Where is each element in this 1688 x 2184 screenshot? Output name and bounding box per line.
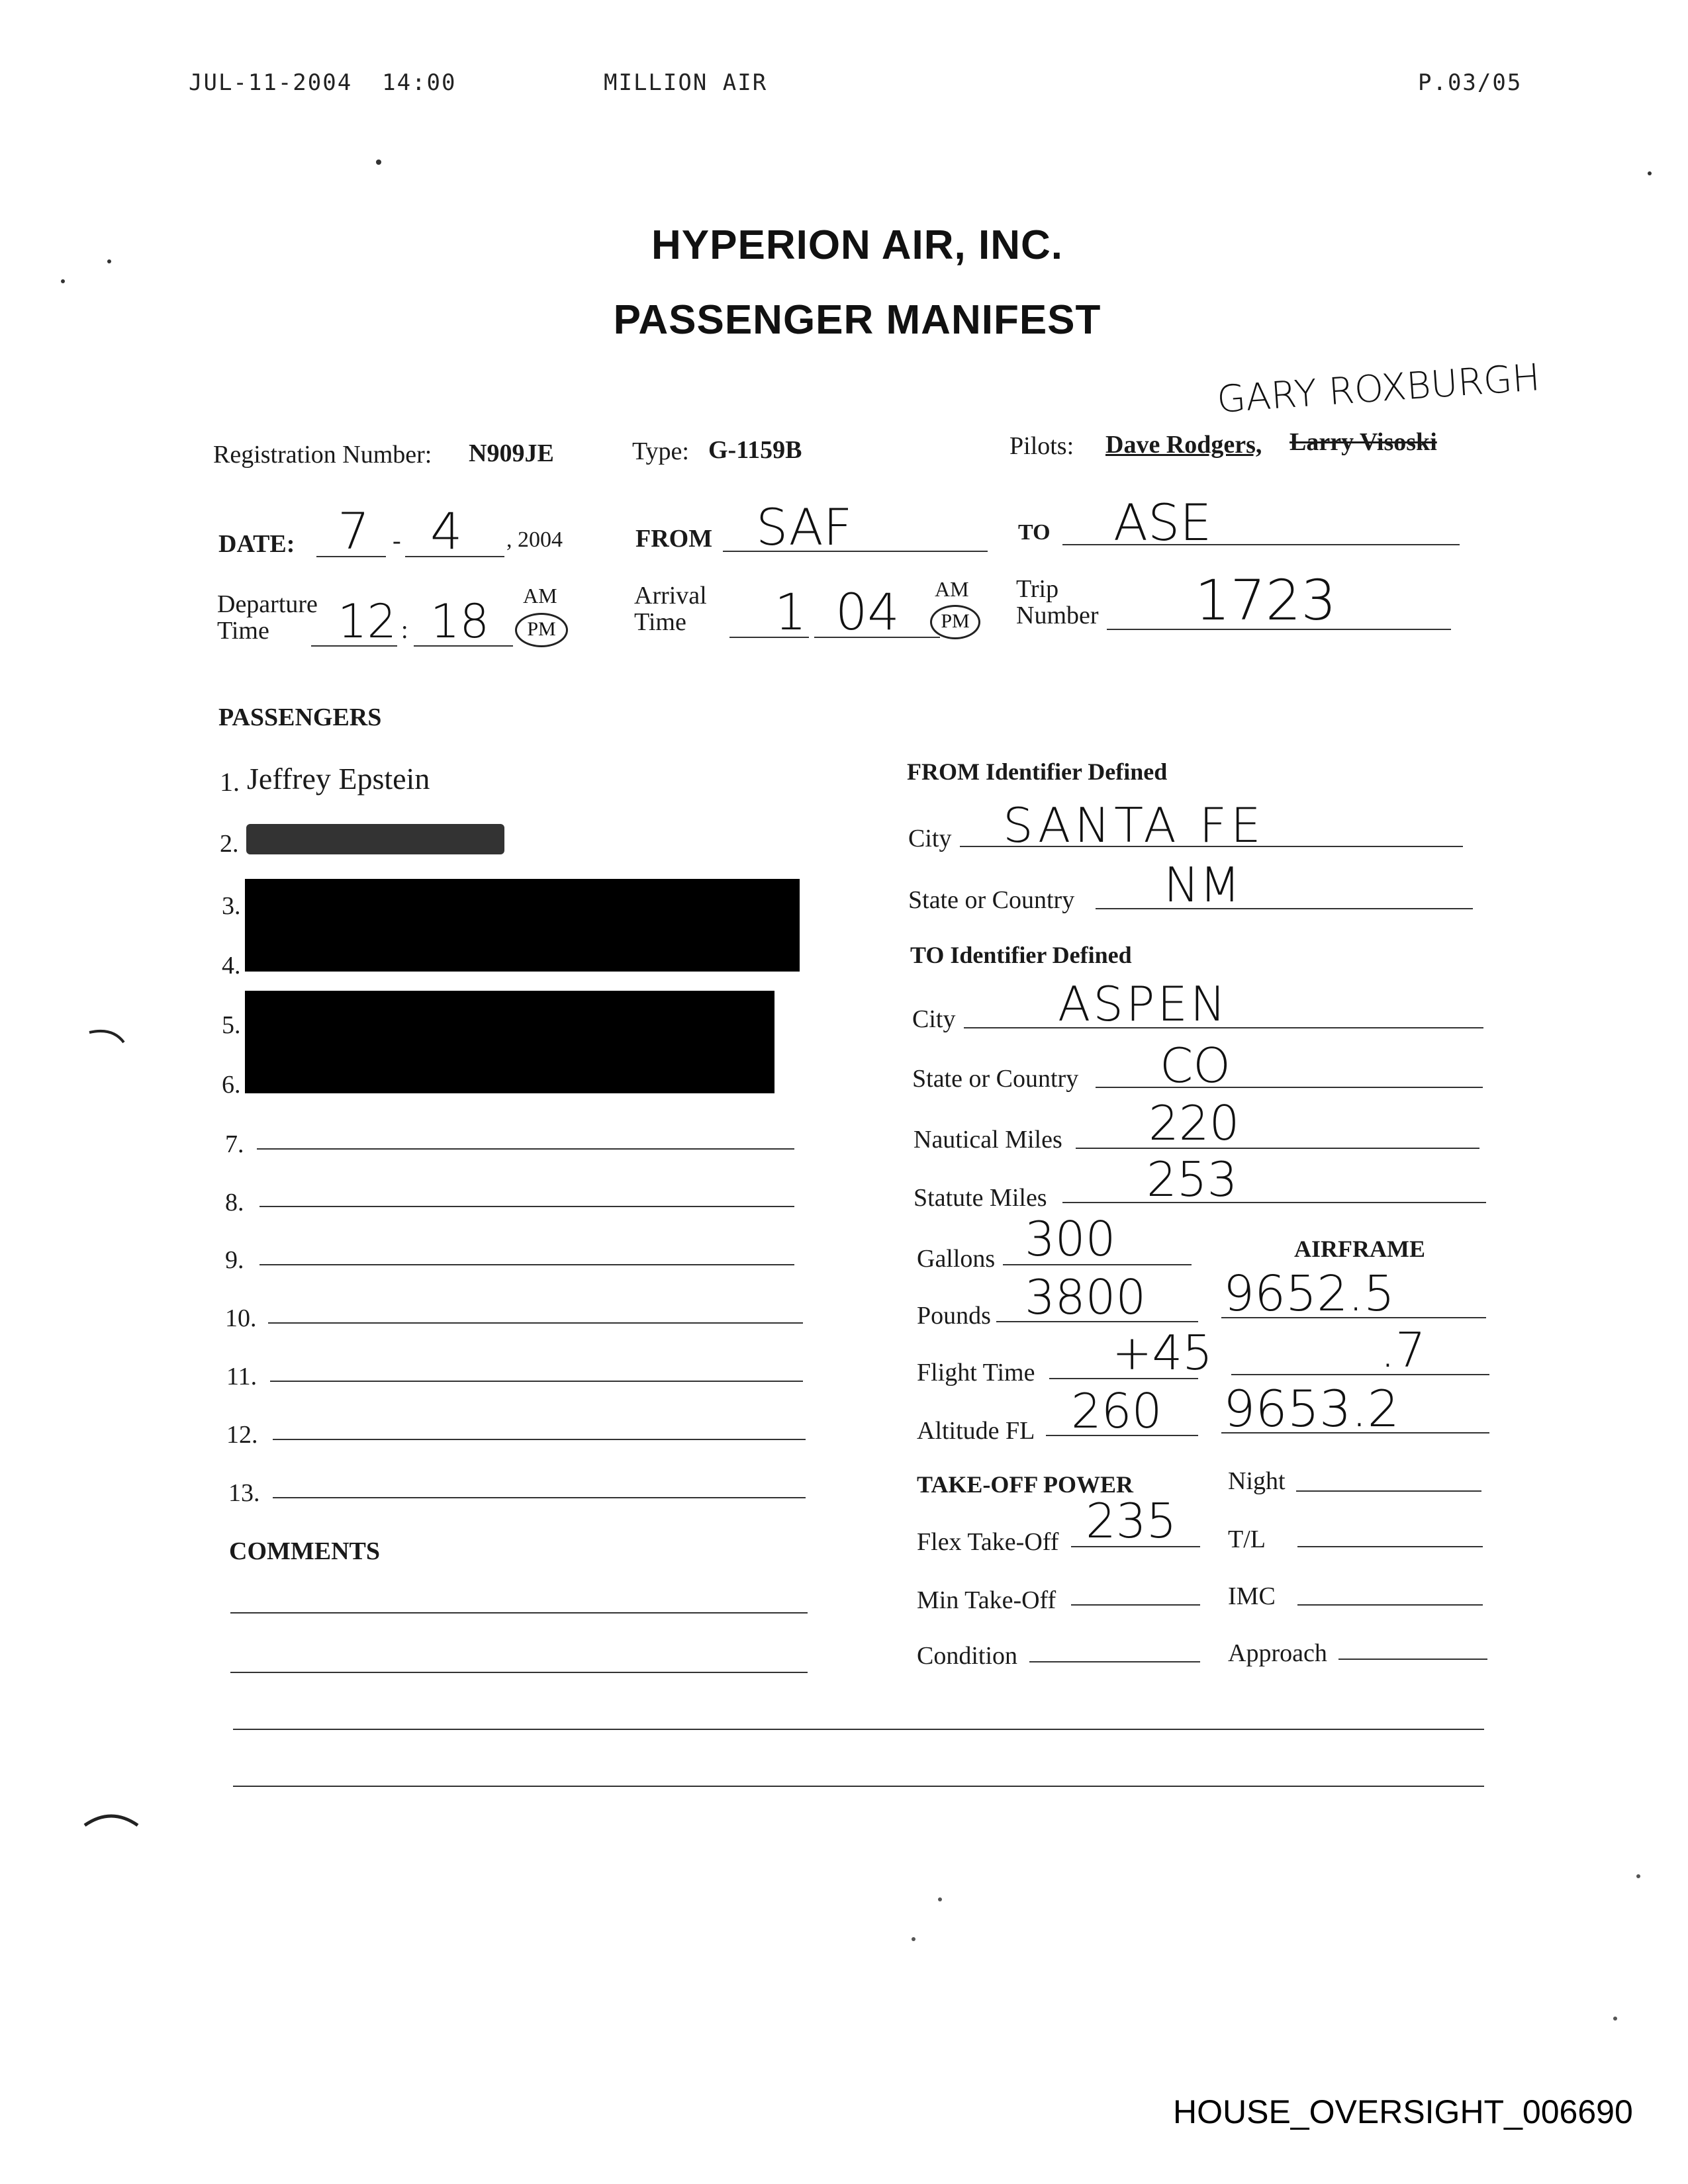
passenger-num: 13. [228, 1479, 260, 1507]
passenger-num: 5. [222, 1011, 241, 1039]
departure-minute: 18 [430, 594, 490, 649]
passenger-num: 4. [222, 952, 241, 979]
fax-sender: MILLION AIR [604, 69, 768, 96]
pounds-value: 3800 [1025, 1269, 1147, 1325]
airframe-end-value: 9653.2 [1223, 1379, 1399, 1438]
departure-colon: : [401, 616, 408, 644]
date-month: 7 [338, 502, 370, 561]
night-label: Night [1228, 1467, 1286, 1495]
departure-pm-circled: PM [515, 613, 568, 647]
trip-number-value: 1723 [1195, 568, 1336, 633]
arrival-pm-circled: PM [930, 605, 980, 639]
from-value: SAF [756, 498, 853, 557]
passenger-name: Jeffrey Epstein [247, 762, 430, 796]
departure-hour: 12 [338, 594, 397, 649]
nautical-miles-value: 220 [1149, 1095, 1240, 1151]
arrival-label: Arrival Time [634, 582, 707, 636]
arrival-minute: 04 [835, 582, 900, 641]
passenger-num: 9. [225, 1246, 244, 1274]
fax-date-time: JUL-11-2004 14:00 [189, 69, 457, 96]
to-city-label: City [912, 1005, 956, 1033]
from-state-value: NM [1164, 857, 1241, 913]
from-label: FROM [635, 525, 713, 553]
altitude-label: Altitude FL [917, 1417, 1035, 1445]
arrival-hour: 1 [774, 582, 807, 641]
imc-label: IMC [1228, 1582, 1276, 1610]
type-value: G-1159B [708, 436, 802, 464]
to-label: TO [1018, 520, 1051, 545]
airframe-start-value: 9652.5 [1223, 1265, 1395, 1322]
to-value: ASE [1113, 493, 1212, 552]
to-state-label: State or Country [912, 1065, 1079, 1093]
fax-page-number: P.03/05 [1418, 69, 1523, 96]
pilots-label: Pilots: [1009, 432, 1074, 460]
pounds-label: Pounds [917, 1302, 991, 1330]
document-id: HOUSE_OVERSIGHT_006690 [1173, 2093, 1633, 2130]
gallons-label: Gallons [917, 1245, 996, 1273]
from-state-label: State or Country [908, 886, 1075, 914]
type-label: Type: [632, 437, 689, 465]
passenger-num: 11. [226, 1363, 258, 1390]
company-name: HYPERION AIR, INC. [651, 222, 1063, 268]
to-state-value: CO [1160, 1038, 1231, 1093]
trip-number-label: Trip Number [1016, 575, 1099, 629]
comments-heading: COMMENTS [229, 1537, 380, 1565]
passenger-num: 2. [220, 830, 239, 858]
from-identifier-heading: FROM Identifier Defined [907, 758, 1168, 785]
min-takeoff-label: Min Take-Off [917, 1586, 1056, 1614]
gallons-value: 300 [1025, 1211, 1116, 1267]
passenger-num: 3. [222, 892, 241, 920]
flex-takeoff-value: 235 [1086, 1493, 1177, 1549]
statute-miles-label: Statute Miles [914, 1184, 1047, 1212]
flight-time-label: Flight Time [917, 1359, 1035, 1387]
passenger-num: 6. [222, 1071, 241, 1099]
registration-value: N909JE [469, 439, 554, 467]
passenger-num: 10. [225, 1304, 257, 1332]
passenger-num: 8. [225, 1189, 244, 1216]
passenger-num: 7. [225, 1130, 244, 1158]
takeoff-power-heading: TAKE-OFF POWER [917, 1471, 1133, 1498]
pilot-primary: Dave Rodgers, [1105, 431, 1262, 459]
to-city-value: ASPEN [1058, 976, 1229, 1032]
statute-miles-value: 253 [1147, 1152, 1238, 1207]
to-identifier-heading: TO Identifier Defined [910, 942, 1132, 968]
altitude-value: 260 [1071, 1383, 1162, 1439]
approach-label: Approach [1228, 1639, 1327, 1667]
date-dash: - [393, 527, 401, 555]
form-title: PASSENGER MANIFEST [613, 297, 1102, 343]
passengers-heading: PASSENGERS [218, 704, 382, 731]
passenger-num: 1. [220, 767, 240, 797]
arrival-am: AM [935, 577, 969, 601]
airframe-delta-value: .7 [1380, 1322, 1426, 1378]
registration-label: Registration Number: [213, 441, 432, 469]
airframe-heading: AIRFRAME [1294, 1236, 1425, 1262]
condition-label: Condition [917, 1642, 1018, 1670]
pilot-struck-out: Larry Visoski [1289, 428, 1437, 456]
from-city-label: City [908, 825, 952, 852]
nautical-miles-label: Nautical Miles [914, 1126, 1062, 1154]
from-city-value: SANTA FE [1003, 797, 1265, 853]
passenger-num: 12. [226, 1421, 258, 1449]
date-day: 4 [430, 502, 463, 561]
tl-label: T/L [1228, 1525, 1266, 1553]
date-year: , 2004 [506, 527, 563, 552]
departure-am: AM [523, 584, 557, 608]
handwritten-pilot-name: GARY ROXBURGH [1215, 356, 1542, 422]
flex-takeoff-label: Flex Take-Off [917, 1528, 1059, 1556]
departure-label: Departure Time [217, 590, 318, 645]
flight-time-value: +45 [1112, 1325, 1213, 1381]
date-label: DATE: [218, 530, 295, 558]
